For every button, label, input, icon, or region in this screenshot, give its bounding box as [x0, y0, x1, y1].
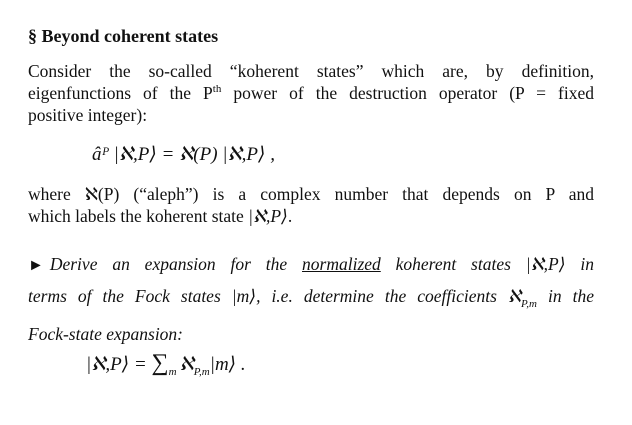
task-line-2-c: in the [536, 286, 594, 306]
aleph-line-1: where ℵ(P) (“aleph”) is a complex number that depends on P and [28, 184, 594, 204]
intro-line-2-b: power of the destruction operator (P = fixed [221, 83, 594, 103]
aleph-line-2-period: . [287, 206, 293, 226]
intro-line-2-a: eigenfunctions of the P [28, 83, 213, 103]
task-line-2 [28, 281, 594, 319]
coefficient-aleph: ℵ [507, 286, 521, 306]
coefficient-subscript: P,m [520, 298, 537, 310]
aleph-line-2 [28, 205, 594, 227]
intro-line-2 [28, 82, 594, 104]
sum-symbol: ∑ [151, 350, 169, 376]
expansion-fock-ket: |m⟩ . [209, 354, 246, 375]
task-line-2-a: terms of the Fock states [28, 286, 232, 306]
task-line-2-b: , i.e. determine the coefficients [256, 286, 508, 306]
task-line-1-c: in [565, 254, 595, 274]
intro-paragraph [28, 60, 594, 126]
expansion-coefficient: ℵ [179, 354, 194, 375]
task-line-3: Fock-state expansion: [28, 324, 184, 344]
normalized-underlined: normalized [302, 254, 381, 274]
aleph-paragraph [28, 183, 594, 227]
task-paragraph [28, 249, 594, 349]
task-line-1-a: Derive an expansion for the [49, 254, 303, 274]
fock-ket: |m⟩ [231, 286, 257, 306]
expansion-lhs: |ℵ,P⟩ = [86, 354, 152, 375]
equation-expansion [86, 350, 246, 378]
sum-index: m [168, 366, 177, 378]
task-line-1-b: koherent states [380, 254, 526, 274]
superscript-th: th [212, 83, 222, 95]
expansion-coefficient-subscript: P,m [193, 366, 210, 378]
intro-line-1: Consider the so-called “koherent states” which are, by definition, [28, 61, 594, 81]
koherent-state-ket: |ℵ,P⟩ [248, 206, 288, 226]
koherent-ket: |ℵ,P⟩ [525, 254, 566, 274]
equation-eigenvalue: âᴾ |ℵ,P⟩ = ℵ(P) |ℵ,P⟩ , [92, 144, 275, 165]
triangle-bullet-icon: ► [28, 257, 44, 274]
task-line-1 [28, 249, 594, 281]
section-heading: § Beyond coherent states [28, 26, 219, 46]
aleph-line-2-text: which labels the koherent state [28, 206, 249, 226]
intro-line-3: positive integer): [28, 105, 148, 125]
